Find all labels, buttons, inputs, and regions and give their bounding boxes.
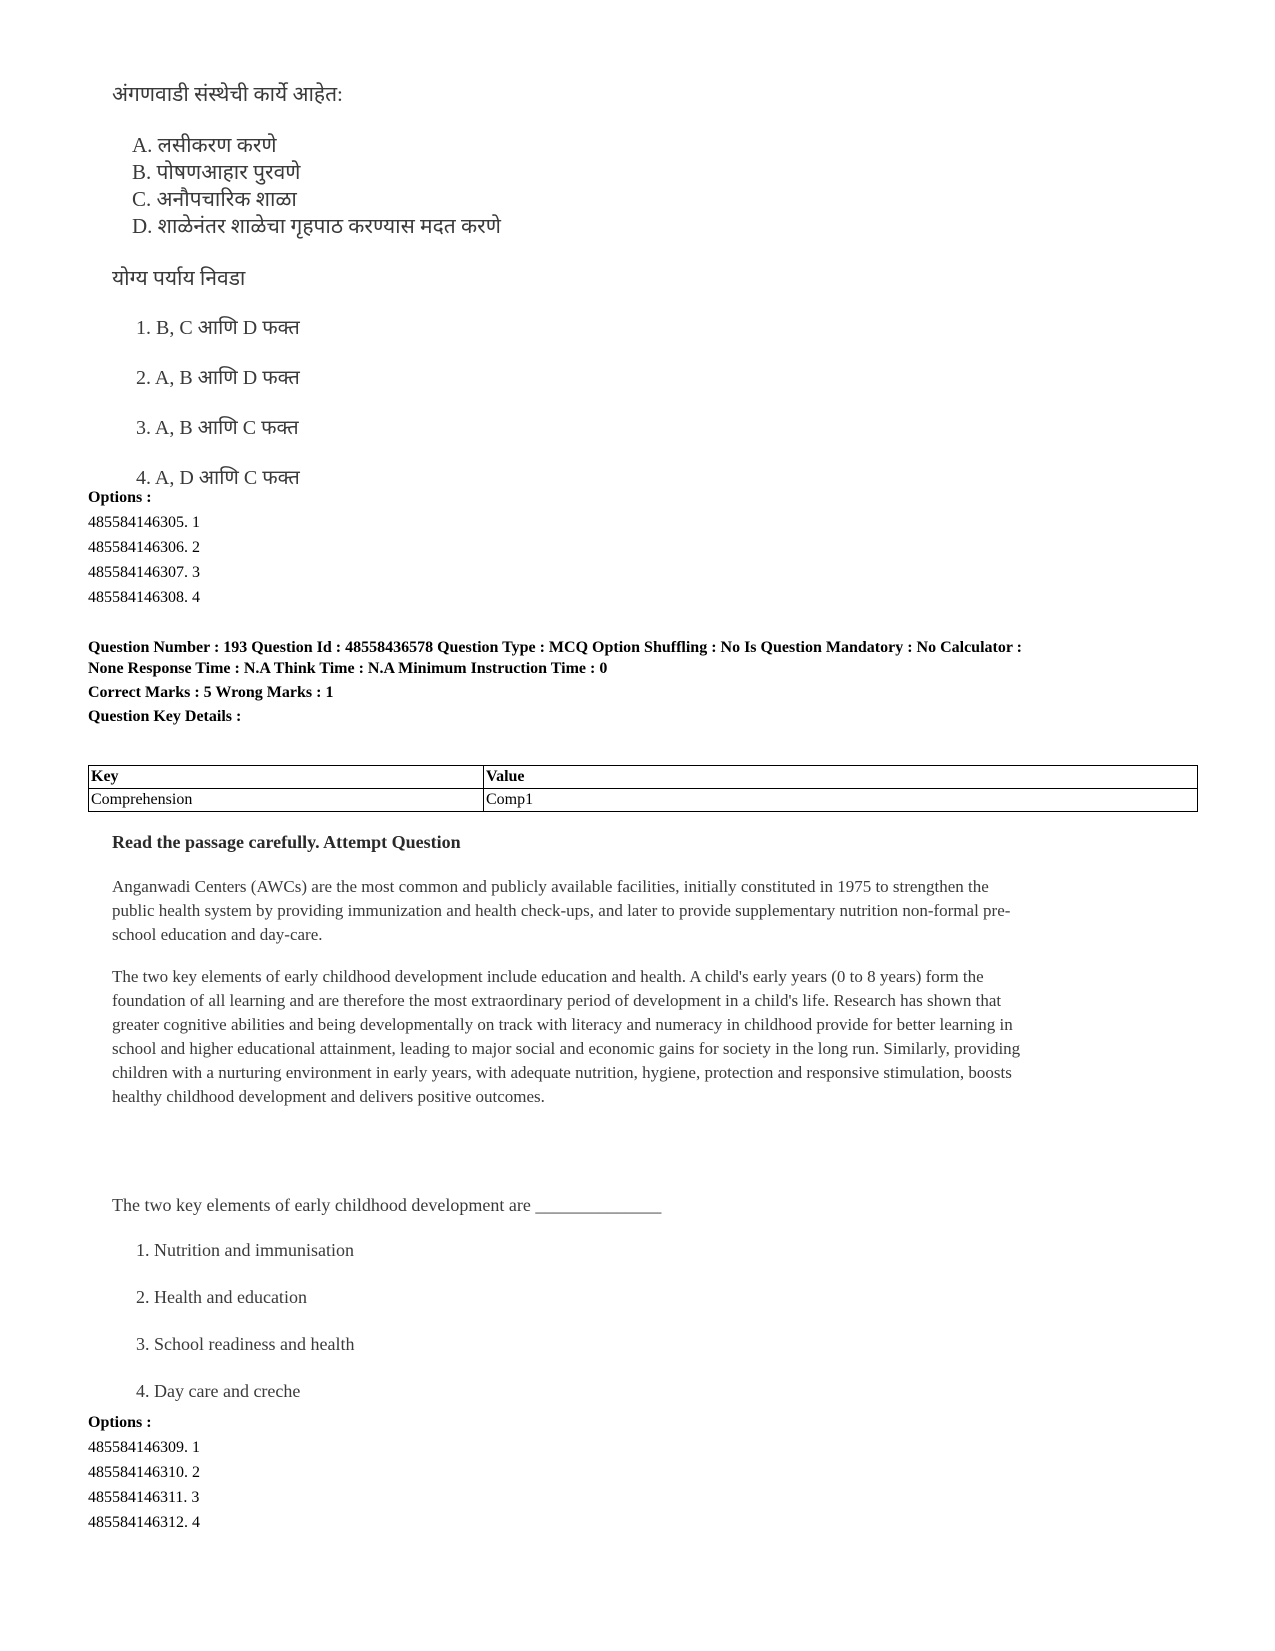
question-1-image — [112, 80, 1012, 514]
statement-item: A. लसीकरण करणे — [132, 133, 277, 157]
question-meta — [88, 637, 1198, 727]
question-2-image — [112, 1195, 1012, 1426]
answer-item: 2. A, B आणि D फक्त — [136, 367, 300, 389]
options-heading: Options : — [88, 489, 152, 506]
key-details-table — [88, 765, 1198, 812]
answer-item: 4. A, D आणि C फक्त — [136, 467, 300, 489]
question-meta-line-1: Question Number : 193 Question Id : 48558436578 Question Type : MCQ Option Shuffling : No Is Question Mandatory : No Calculator : — [88, 639, 1022, 656]
answer-item: 3. School readiness and health — [136, 1334, 355, 1354]
table-header-row — [89, 766, 1198, 789]
passage-paragraph: The two key elements of early childhood development include education and health. A child's early years (0 to 8 years) form the foundation of all learning and are therefore the most extraordinary period of development in a child's life. Research has shown that greater cognitive abilities and being developmentally on track with literacy and numeracy in childhood provide for better learning in school and higher educational attainment, leading to major social and economic gains for society in the long run. Similarly, providing children with a nurturing environment in early years, with adequate nutrition, hygiene, protection and responsive stimulation, boosts healthy childhood development and delivers positive outcomes. — [112, 967, 1021, 1106]
table-header-key: Key — [89, 766, 484, 789]
answer-item: 1. B, C आणि D फक्त — [136, 317, 300, 339]
question-meta-line-2: None Response Time : N.A Think Time : N.A Minimum Instruction Time : 0 — [88, 660, 608, 677]
options-block-1 — [88, 485, 200, 610]
option-id: 485584146305. 1 — [88, 514, 200, 531]
option-id: 485584146310. 2 — [88, 1464, 200, 1481]
question-key-details-label: Question Key Details : — [88, 708, 242, 725]
table-cell-key: Comprehension — [89, 789, 484, 812]
statement-item: D. शाळेनंतर शाळेचा गृहपाठ करण्यास मदत करणे — [132, 214, 501, 238]
question-1-statements — [132, 132, 1012, 240]
answer-item: 1. Nutrition and immunisation — [136, 1240, 354, 1260]
option-id: 485584146306. 2 — [88, 539, 200, 556]
answer-item: 3. A, B आणि C फक्त — [136, 417, 299, 439]
question-1-instruction: योग्य पर्याय निवडा — [112, 266, 246, 290]
option-id: 485584146311. 3 — [88, 1489, 200, 1506]
question-1-answers — [136, 314, 1012, 514]
statement-item: C. अनौपचारिक शाळा — [132, 187, 297, 211]
option-id: 485584146307. 3 — [88, 564, 200, 581]
option-id: 485584146312. 4 — [88, 1514, 200, 1531]
question-2-stem: The two key elements of early childhood development are ______________ — [112, 1195, 662, 1215]
options-heading: Options : — [88, 1414, 152, 1431]
table-row — [89, 789, 1198, 812]
passage-title: Read the passage carefully. Attempt Question — [112, 832, 461, 852]
question-marks: Correct Marks : 5 Wrong Marks : 1 — [88, 684, 334, 701]
question-2-answers — [136, 1238, 1012, 1426]
table-cell-value: Comp1 — [484, 789, 1198, 812]
passage-image — [112, 832, 1032, 1127]
option-id: 485584146309. 1 — [88, 1439, 200, 1456]
option-id: 485584146308. 4 — [88, 589, 200, 606]
options-block-2 — [88, 1410, 200, 1535]
answer-item: 4. Day care and creche — [136, 1381, 301, 1401]
passage-paragraph: Anganwadi Centers (AWCs) are the most common and publicly available facilities, initially constituted in 1975 to strengthen the public health system by providing immunization and health check-ups, and later to provide supplementary nutrition non-formal pre-school education and day-care. — [112, 877, 1011, 944]
statement-item: B. पोषणआहार पुरवणे — [132, 160, 301, 184]
question-1-stem: अंगणवाडी संस्थेची कार्ये आहेत: — [112, 82, 343, 106]
answer-item: 2. Health and education — [136, 1287, 307, 1307]
table-header-value: Value — [484, 766, 1198, 789]
